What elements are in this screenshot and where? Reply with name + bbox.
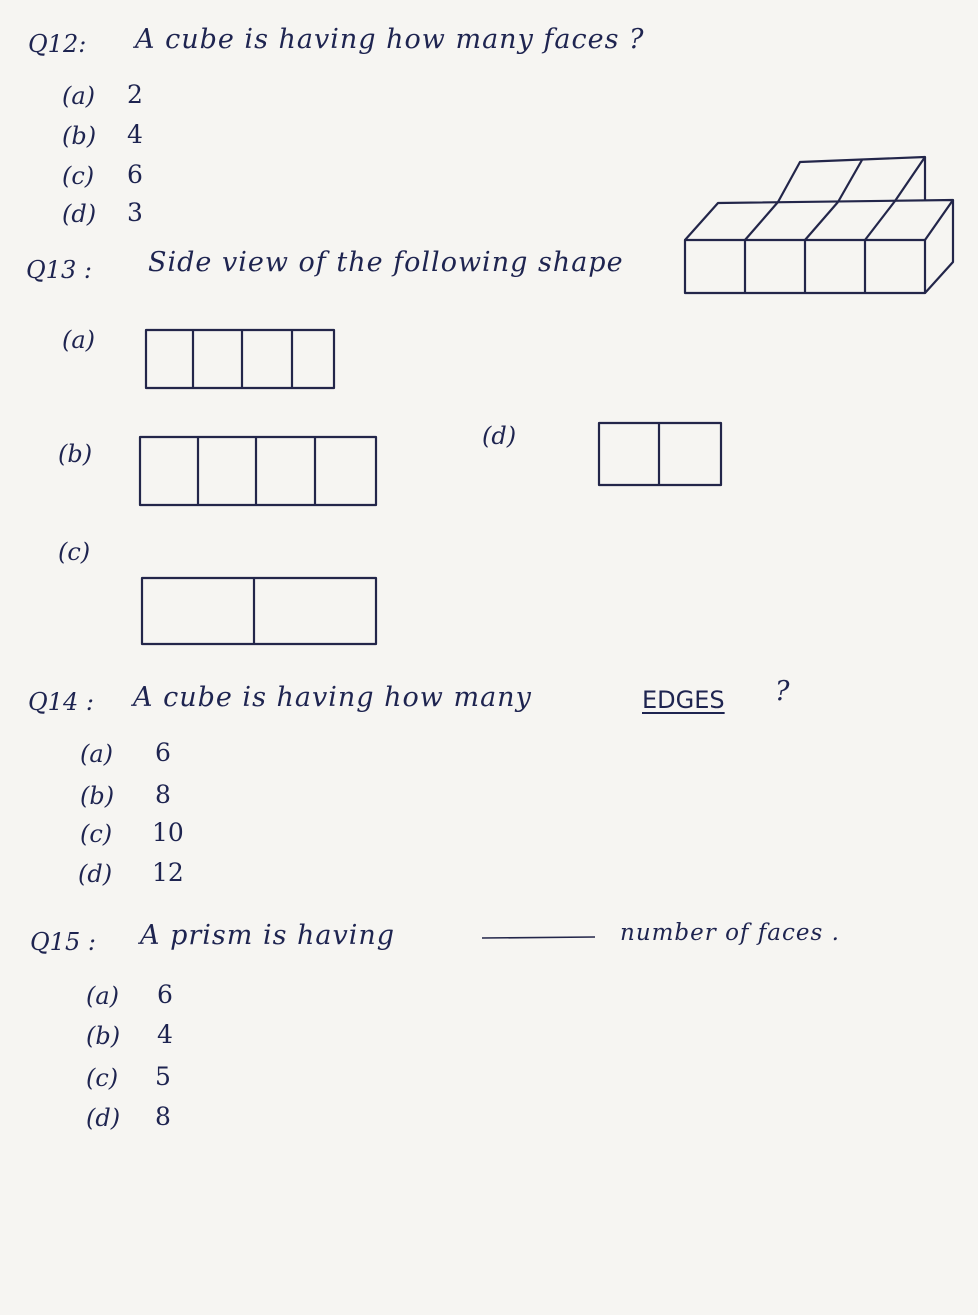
q13-text: Side view of the following shape xyxy=(148,247,624,278)
q12-option-d-value: 3 xyxy=(127,198,143,227)
q13-option-c-figure xyxy=(142,578,376,644)
q15-option-a-label: (a) xyxy=(86,982,120,1010)
q13-option-d-label: (d) xyxy=(482,422,517,450)
q14-option-a-label: (a) xyxy=(80,740,114,768)
q14-emphasis: EDGES xyxy=(642,686,725,714)
q14-question-mark: ? xyxy=(775,676,791,707)
q15-answer-blank xyxy=(482,937,595,938)
q13-option-d-figure xyxy=(599,423,721,485)
q13-option-a-label: (a) xyxy=(62,326,96,354)
q12-option-a-value: 2 xyxy=(127,80,143,109)
q14-option-d-label: (d) xyxy=(78,860,113,888)
q15-text-after: number of faces . xyxy=(620,920,840,946)
q15-option-b-value: 4 xyxy=(157,1020,173,1049)
q14-option-d-value: 12 xyxy=(152,858,184,887)
q15-number: Q15 : xyxy=(30,928,96,956)
q15-option-d-value: 8 xyxy=(155,1102,171,1131)
q14-option-c-value: 10 xyxy=(152,818,184,847)
q13-number: Q13 : xyxy=(26,256,92,284)
q13-option-b-figure xyxy=(140,437,376,506)
q14-option-a-value: 6 xyxy=(155,738,171,767)
q12-number: Q12: xyxy=(28,30,87,58)
q14-number: Q14 : xyxy=(28,688,94,716)
q15-text-before: A prism is having xyxy=(140,920,396,951)
q15-option-c-value: 5 xyxy=(155,1062,171,1091)
q15-option-a-value: 6 xyxy=(157,980,173,1009)
q12-option-d-label: (d) xyxy=(62,200,97,228)
q12-option-c-label: (c) xyxy=(62,162,95,190)
q13-option-c-label: (c) xyxy=(58,538,91,566)
q13-option-b-label: (b) xyxy=(58,440,93,468)
q14-option-b-value: 8 xyxy=(155,780,171,809)
q14-text: A cube is having how many xyxy=(133,682,532,713)
q12-option-b-value: 4 xyxy=(127,120,143,149)
q15-option-d-label: (d) xyxy=(86,1104,121,1132)
q12-option-b-label: (b) xyxy=(62,122,97,150)
q14-option-b-label: (b) xyxy=(80,782,115,810)
q15-option-c-label: (c) xyxy=(86,1064,119,1092)
q14-option-c-label: (c) xyxy=(80,820,113,848)
q13-option-a-figure xyxy=(146,330,334,388)
q12-text: A cube is having how many faces ? xyxy=(135,24,645,55)
q13-3d-shape xyxy=(685,157,953,293)
q12-option-a-label: (a) xyxy=(62,82,96,110)
q12-option-c-value: 6 xyxy=(127,160,143,189)
q15-option-b-label: (b) xyxy=(86,1022,121,1050)
